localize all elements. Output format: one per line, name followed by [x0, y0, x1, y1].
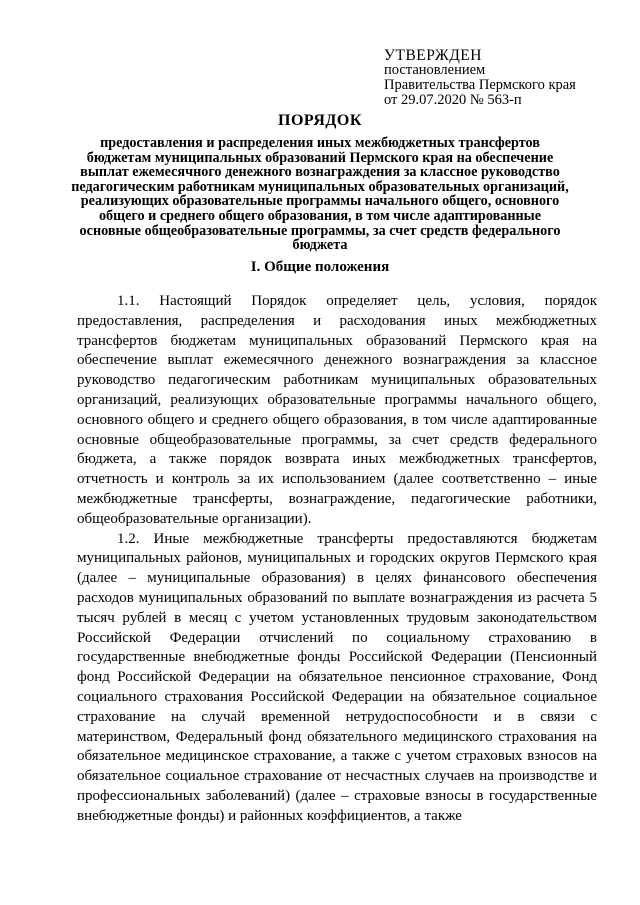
section-heading: I. Общие положения: [250, 259, 390, 275]
approval-line-date-number: от 29.07.2020 № 563-п: [384, 92, 522, 108]
approval-line-resolution: постановлением: [384, 62, 486, 78]
approval-line-government: Правительства Пермского края: [384, 77, 576, 93]
approval-stamp-block: [384, 48, 614, 108]
paragraph-1-1: 1.1. Настоящий Порядок определяет цель, условия, порядок предоставления, распределения и расходования иных межбюджетных трансфертов бюджетам муниципальных образований Пермского края на обеспечение выплат ежемесячного денежного вознаграждения за классное руководство педагогическим работникам муниципальных образовательных организаций, реализующих образовательные программы начального общего, основного общего и среднего общего образования, в том числе адаптированные основные общеобразовательные программы, за счет средств федерального бюджета, а также порядок возврата иных межбюджетных трансфертов, отчетность и контроль за их использованием (далее соответственно – иные межбюджетные трансферты, вознаграждение, педагогические работники, общеобразовательные организации).: [77, 293, 597, 527]
paragraph-1-2: 1.2. Иные межбюджетные трансферты предоставляются бюджетам муниципальных районов, муниципальных и городских округов Пермского края (далее – муниципальные образования) в целях финансового обеспечения расходов муниципальных образований по выплате вознаграждения из расчета 5 тысяч рублей в месяц с учетом установленных трудовым законодательством Российской Федерации отчислений по социальному страхованию в государственные внебюджетные фонды Российской Федерации (Пенсионный фонд Российской Федерации на обязательное пенсионное страхование, Фонд социального страхования Российской Федерации на обязательное социальное страхование на случай временной нетрудоспособности и в связи с материнством, Федеральный фонд обязательного медицинского страхования на обязательное медицинское страхование, а также с учетом страховых взносов на обязательное социальное страхование от несчастных случаев на производстве и профессиональных заболеваний) (далее – страховые взносы в государственные внебюджетные фонды) и районных коэффициентов, а также: [77, 530, 597, 824]
document-title: ПОРЯДОК: [278, 112, 362, 129]
document-subtitle: предоставления и распределения иных межбюджетных трансфертов бюджетам муниципальных образований Пермского края на обеспечение выплат ежемесячного денежного вознаграждения за классное руководство педагогическим работникам муниципальных образовательных организаций, реализующих образовательные программы начального общего, основного общего и среднего общего образования, в том числе адаптированные основные общеобразовательные программы, за счет средств федерального бюджета: [71, 135, 569, 254]
document-body: [77, 292, 597, 827]
approval-heading: УТВЕРЖДЕН: [384, 47, 482, 64]
